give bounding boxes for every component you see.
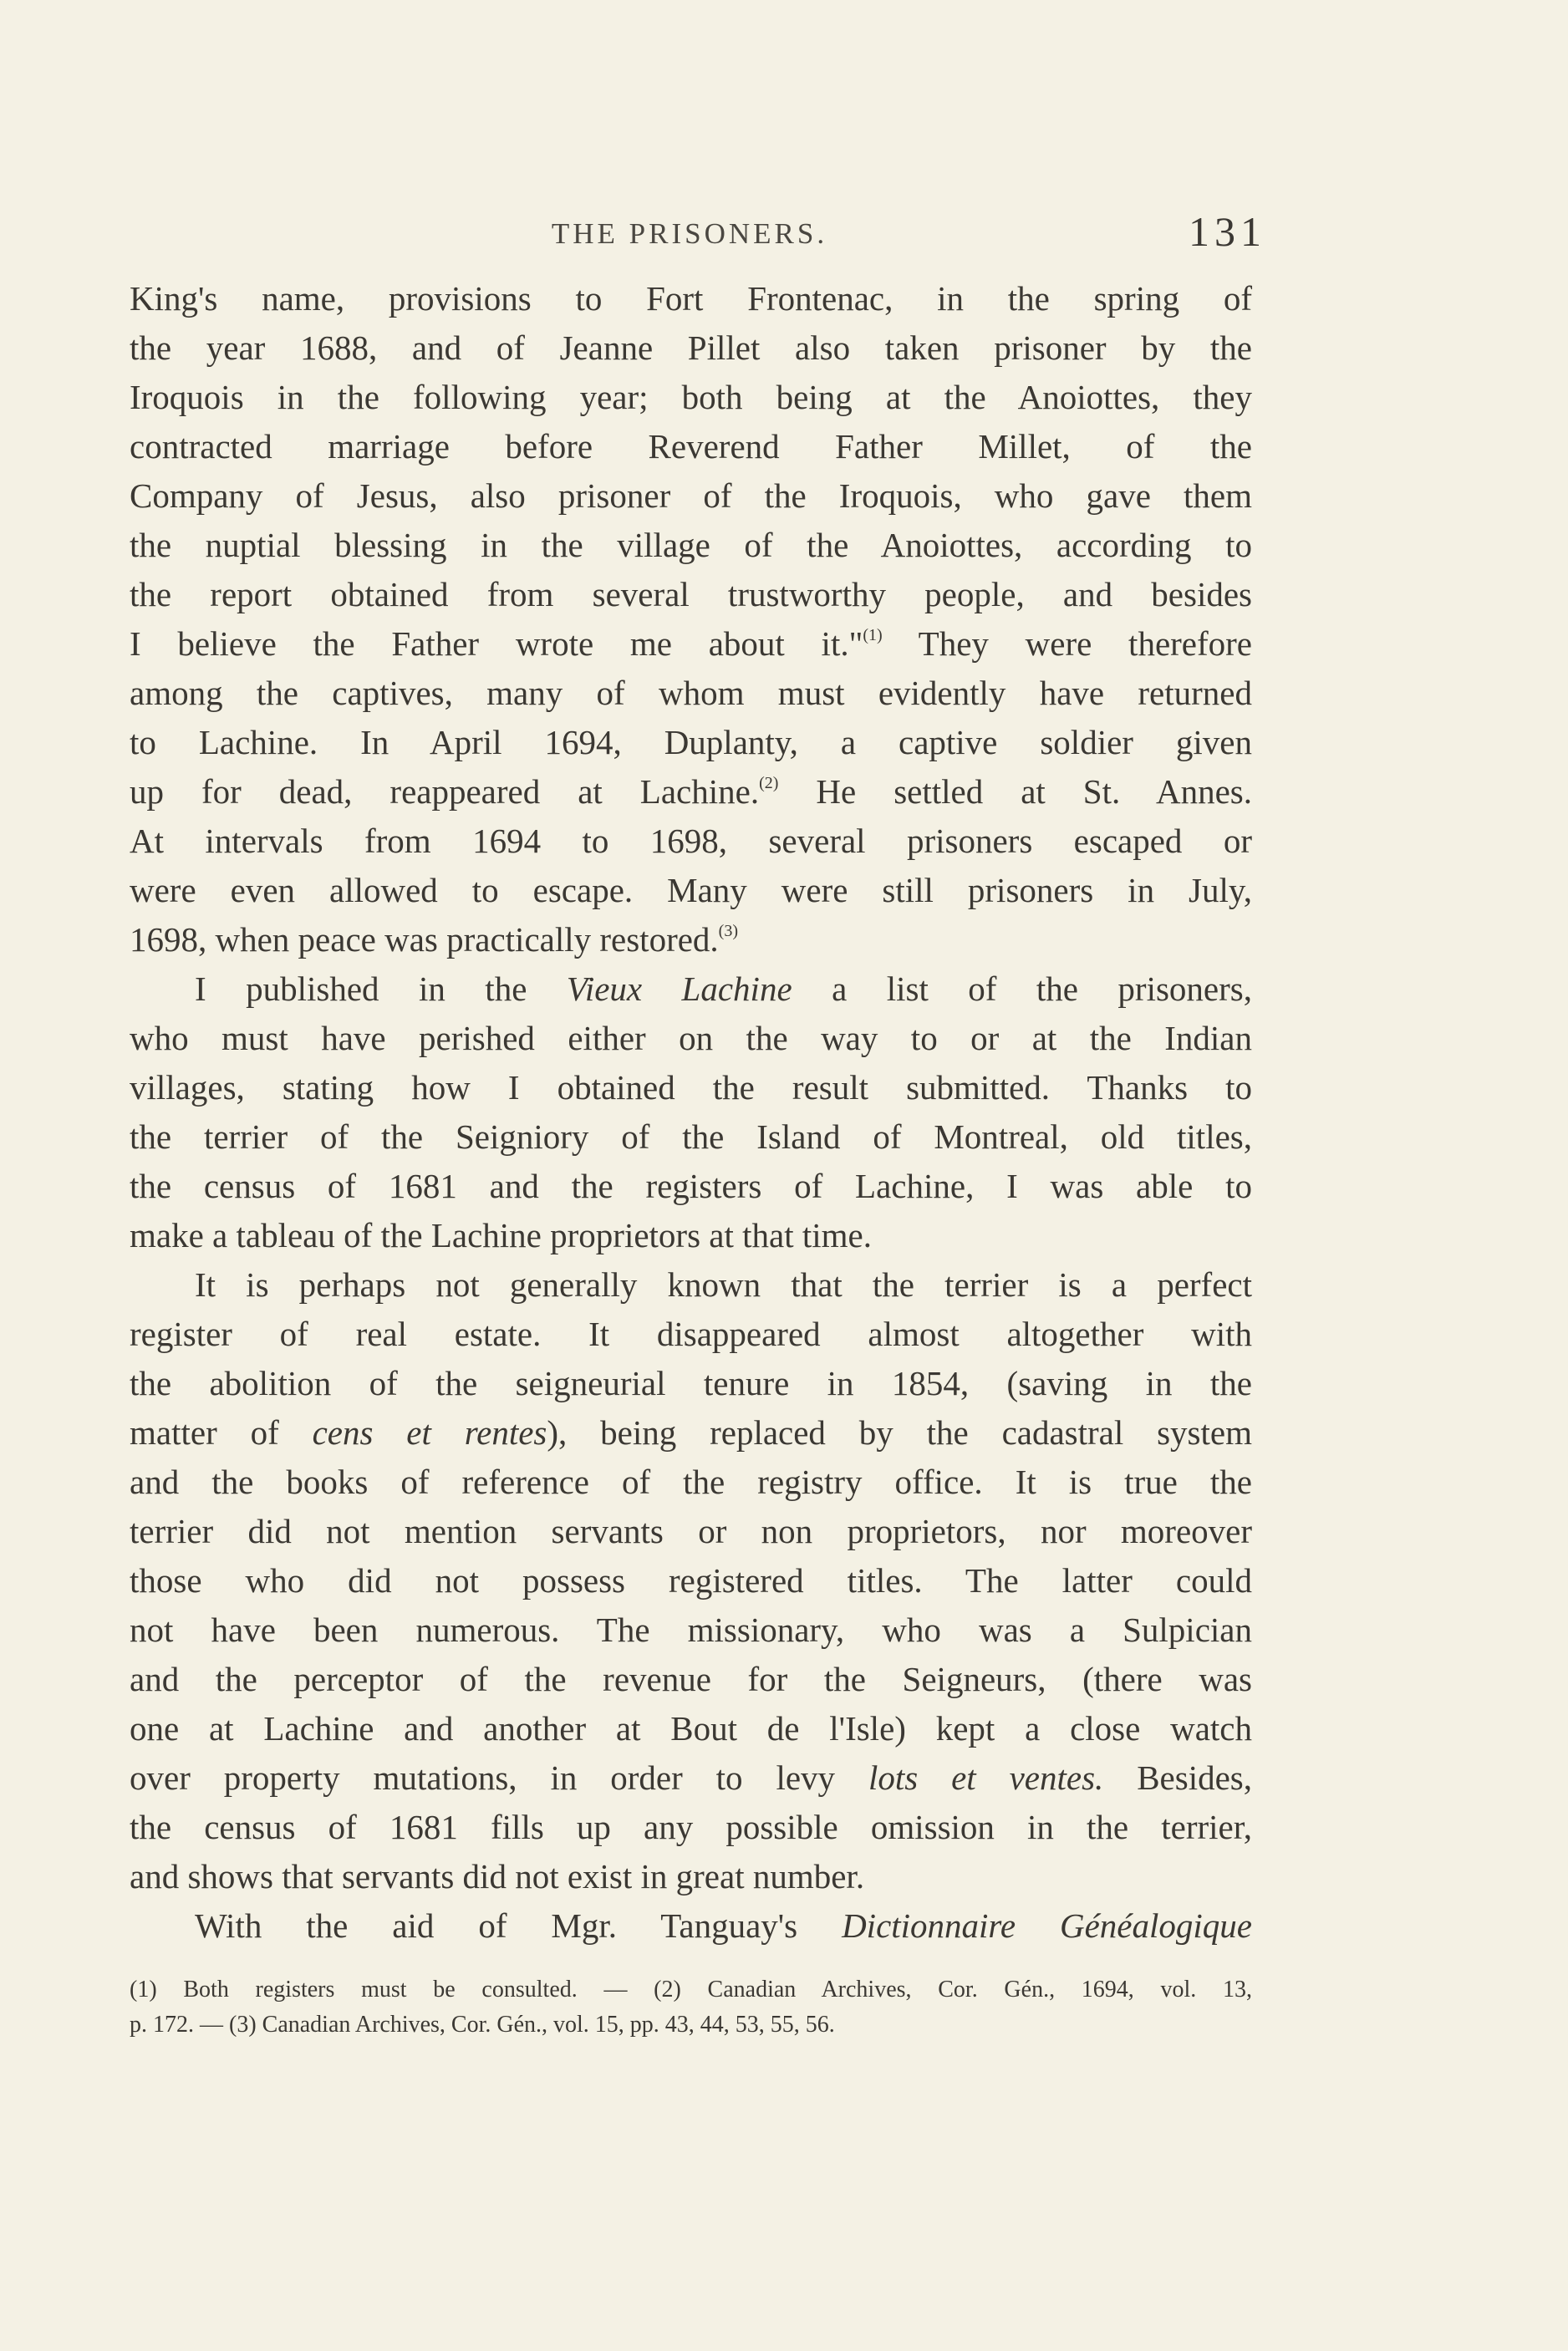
text-line <box>130 1753 1252 1803</box>
text-line: one at Lachine and another at Bout de l'Isle) kept a close watch <box>130 1709 1252 1748</box>
text-run: ), being replaced by the cadastral system <box>547 1413 1252 1452</box>
footnote-line: p. 172. — (3) Canadian Archives, Cor. Gén., vol. 15, pp. 43, 44, 53, 55, 56. <box>130 2012 835 2038</box>
footnote-ref: (2) <box>759 774 779 792</box>
italic-term: lots et ventes. <box>868 1758 1104 1797</box>
text-line: and shows that servants did not exist in great number. <box>130 1857 865 1896</box>
text-line: make a tableau of the Lachine proprietors at that time. <box>130 1216 872 1254</box>
footnote-ref: (3) <box>718 922 738 940</box>
text-line: and the books of reference of the registry office. It is true the <box>130 1463 1252 1501</box>
text-line: the census of 1681 and the registers of Lachine, I was able to <box>130 1167 1252 1205</box>
page-header <box>130 207 1266 257</box>
text-line: the report obtained from several trustworthy people, and besides <box>130 575 1252 613</box>
italic-term: cens et rentes <box>312 1413 547 1452</box>
text-run: With the aid of Mgr. Tanguay's <box>195 1906 843 1945</box>
body-text <box>130 274 1252 1951</box>
text-run: He settled at St. Annes. <box>778 772 1252 811</box>
text-line: terrier did not mention servants or non proprietors, nor moreover <box>130 1512 1252 1550</box>
italic-title: Dictionnaire Généalogique <box>842 1906 1252 1945</box>
text-line: those who did not possess registered titles. The latter could <box>130 1561 1252 1600</box>
text-line <box>130 915 1252 964</box>
text-line <box>130 619 1252 669</box>
text-line: the nuptial blessing in the village of the Anoiottes, according to <box>130 526 1252 564</box>
text-line: King's name, provisions to Fort Frontenac, in the spring of <box>130 279 1252 318</box>
text-run: Besides, <box>1103 1758 1252 1797</box>
text-line: villages, stating how I obtained the result submitted. Thanks to <box>130 1068 1252 1107</box>
running-title: THE PRISONERS. <box>551 217 828 250</box>
page-number: 131 <box>1189 208 1266 255</box>
text-line: At intervals from 1694 to 1698, several prisoners escaped or <box>130 822 1252 860</box>
text-line <box>130 767 1252 817</box>
text-run: a list of the prisoners, <box>792 969 1252 1008</box>
text-run: up for dead, reappeared at Lachine. <box>130 772 760 811</box>
text-line <box>130 1408 1252 1458</box>
text-run: I believe the Father wrote me about it." <box>130 624 863 663</box>
footnote-line: (1) Both registers must be consulted. — (2) Canadian Archives, Cor. Gén., 1694, vol. 13, <box>130 1977 1252 2002</box>
text-line: who must have perished either on the way to or at the Indian <box>130 1019 1252 1057</box>
text-line: and the perceptor of the revenue for the Seigneurs, (there was <box>130 1660 1252 1698</box>
text-line: were even allowed to escape. Many were still prisoners in July, <box>130 871 1252 909</box>
footnote-ref: (1) <box>863 626 883 644</box>
text-run: I published in the <box>195 969 567 1008</box>
text-line: Company of Jesus, also prisoner of the Iroquois, who gave them <box>130 476 1252 515</box>
text-line: to Lachine. In April 1694, Duplanty, a captive soldier given <box>130 723 1252 761</box>
footnotes <box>130 1972 1252 2043</box>
italic-title: Vieux Lachine <box>566 969 792 1008</box>
text-line: the year 1688, and of Jeanne Pillet also taken prisoner by the <box>130 328 1252 367</box>
text-line: It is perhaps not generally known that the terrier is a perfect <box>195 1265 1252 1304</box>
text-line: not have been numerous. The missionary, who was a Sulpician <box>130 1611 1252 1649</box>
text-line: among the captives, many of whom must evidently have returned <box>130 674 1252 712</box>
text-run: matter of <box>130 1413 313 1452</box>
text-line: the census of 1681 fills up any possible omission in the terrier, <box>130 1808 1252 1846</box>
text-line: contracted marriage before Reverend Father Millet, of the <box>130 427 1252 466</box>
text-run: 1698, when peace was practically restored. <box>130 920 719 959</box>
text-line: register of real estate. It disappeared almost altogether with <box>130 1315 1252 1353</box>
text-line <box>130 1901 1252 1951</box>
text-line <box>130 964 1252 1014</box>
text-line: Iroquois in the following year; both being at the Anoiottes, they <box>130 378 1252 416</box>
text-line: the terrier of the Seigniory of the Island of Montreal, old titles, <box>130 1117 1252 1156</box>
text-line: the abolition of the seigneurial tenure in 1854, (saving in the <box>130 1364 1252 1402</box>
text-run: They were therefore <box>882 624 1252 663</box>
text-run: over property mutations, in order to levy <box>130 1758 868 1797</box>
